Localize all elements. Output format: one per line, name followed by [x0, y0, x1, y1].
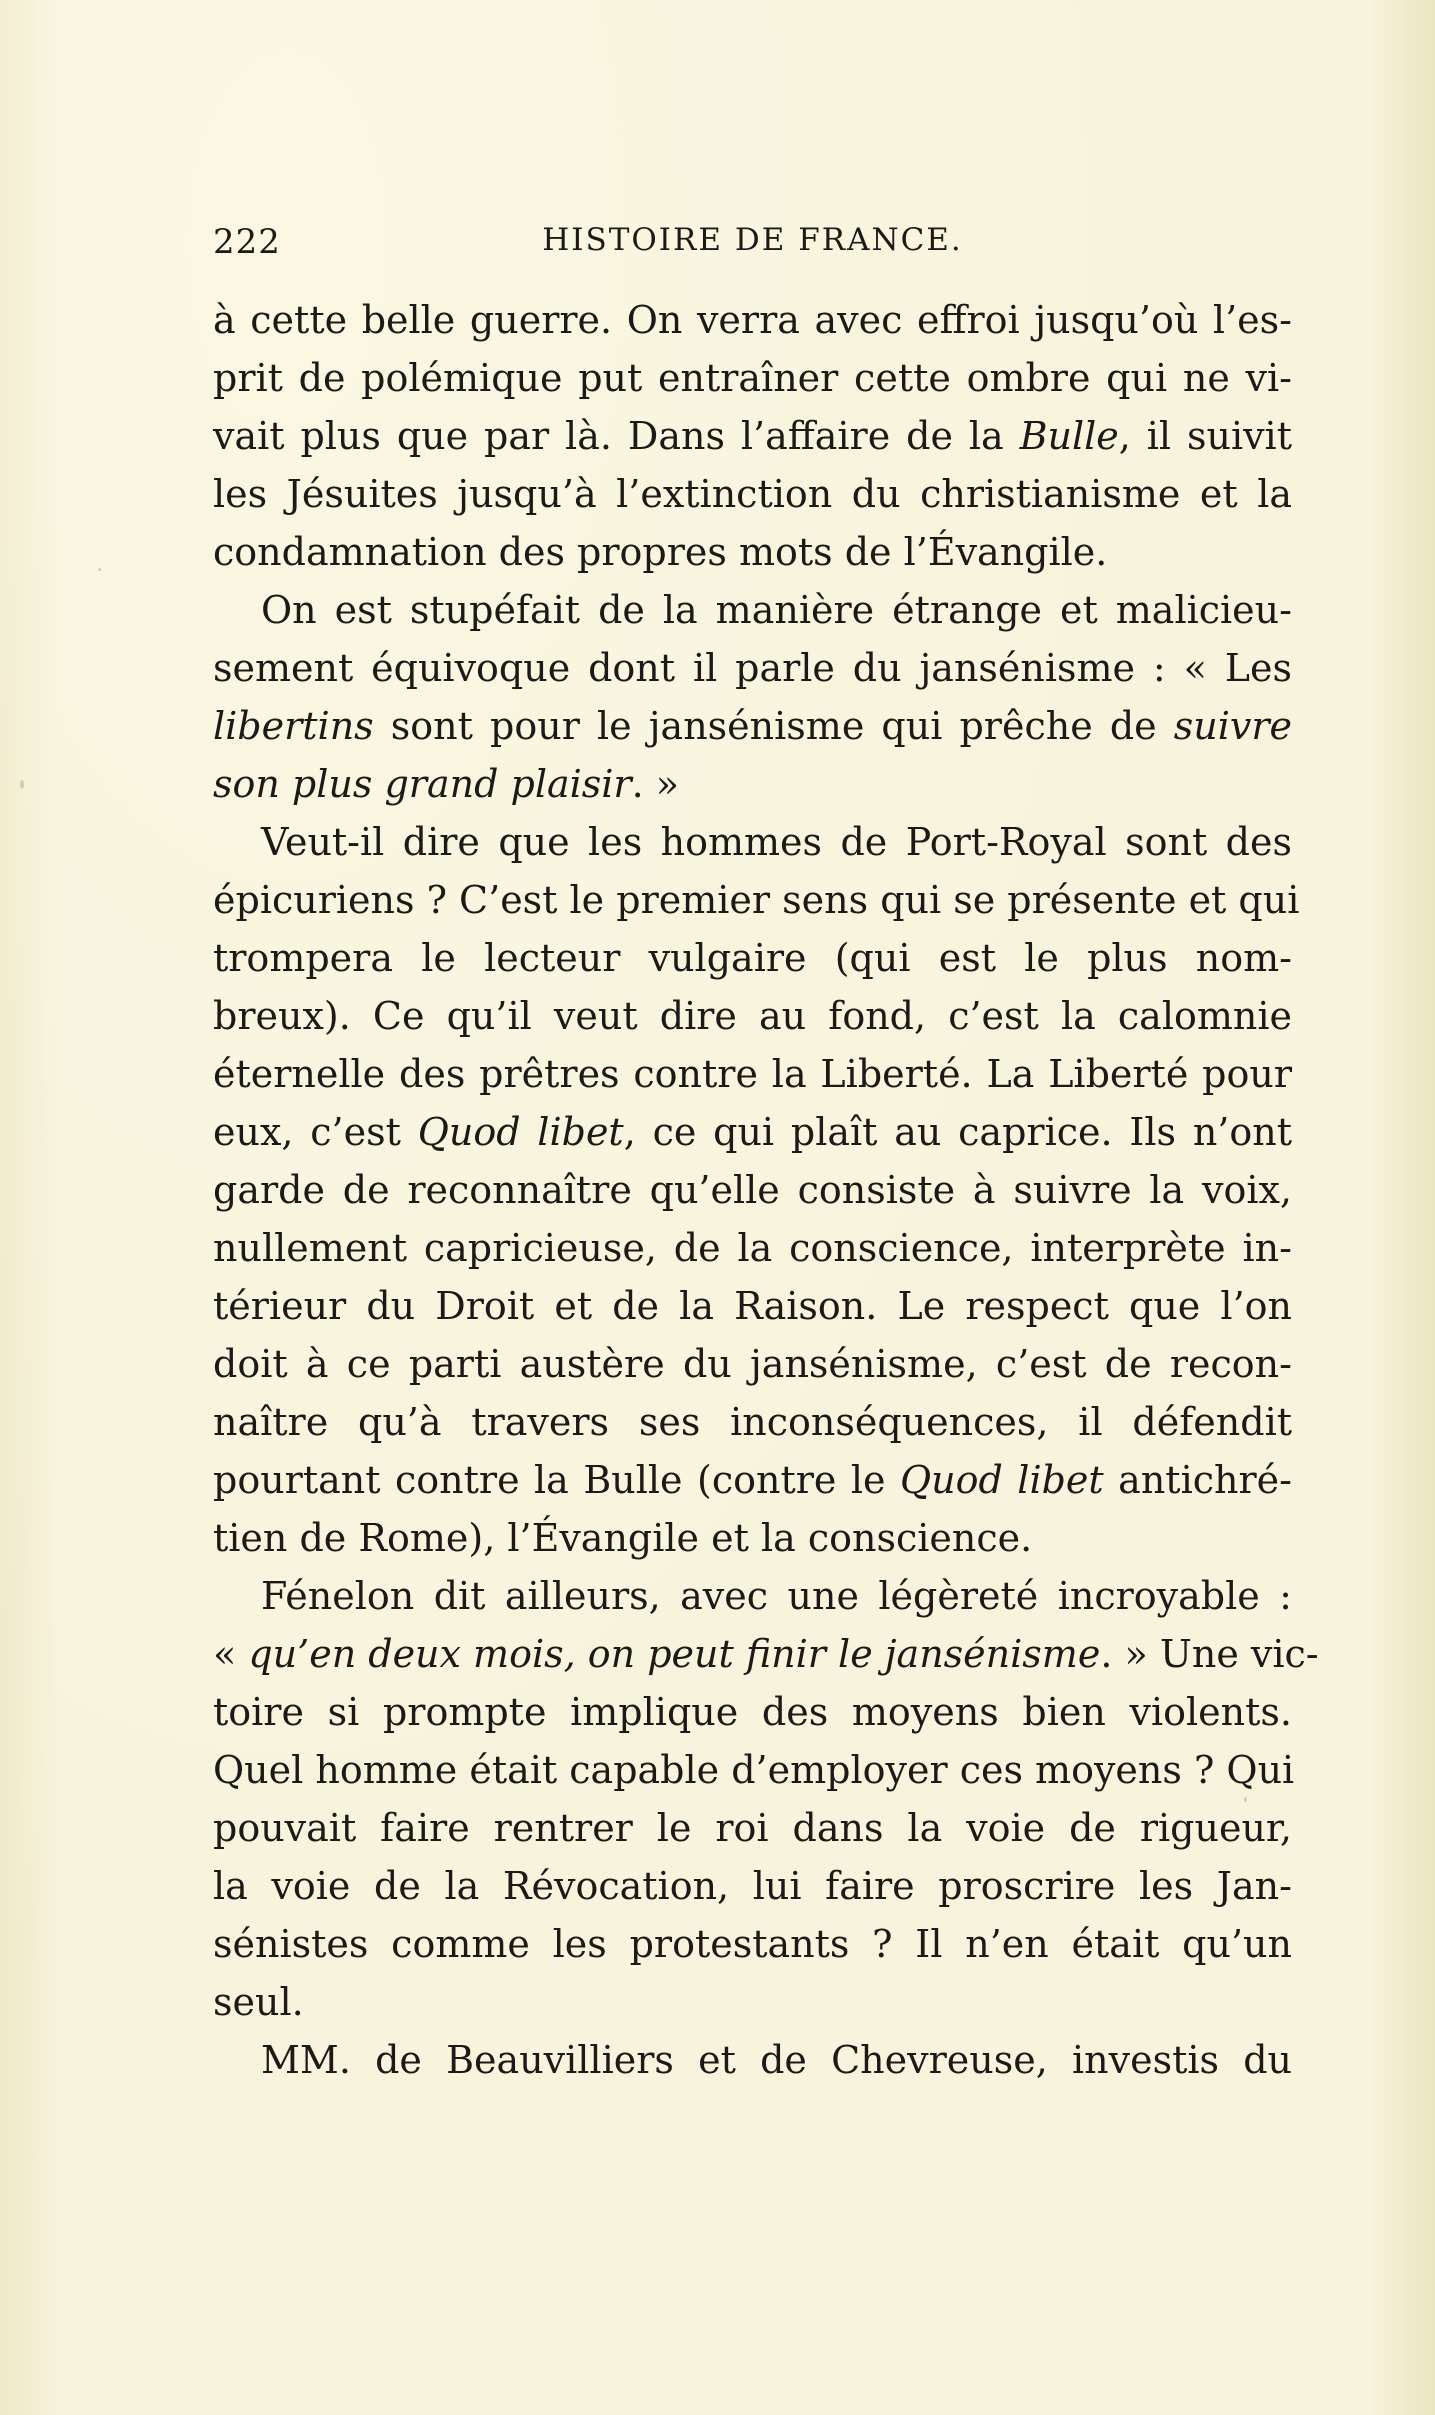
text-line: doit à ce parti austère du jansénisme, c’est de recon- — [213, 1342, 1292, 1386]
text-line: nullement capricieuse, de la conscience, interprète in- — [213, 1226, 1292, 1270]
body-text — [213, 291, 1319, 2089]
text-line: libertins sont pour le jansénisme qui prêche de suivre — [213, 704, 1292, 748]
paragraph-end-line: tien de Rome), l’Évangile et la conscience. — [213, 1516, 1033, 1560]
paper-speck — [1244, 1797, 1247, 1802]
text-line: toire si prompte implique des moyens bien violents. — [213, 1690, 1292, 1734]
italic-term: Quod libet — [417, 1110, 624, 1154]
text-line: Quel homme était capable d’employer ces moyens ? Qui — [213, 1748, 1295, 1792]
running-title: HISTOIRE DE FRANCE. — [542, 222, 963, 258]
paragraph-end-line: son plus grand plaisir. » — [213, 762, 680, 806]
italic-quote: qu’en deux mois, on peut finir le jansénisme — [248, 1632, 1101, 1676]
paragraph-start-line: MM. de Beauvilliers et de Chevreuse, investis du — [261, 2038, 1292, 2082]
page-number: 222 — [213, 222, 281, 262]
italic-term: libertins — [213, 704, 374, 748]
text-line: prit de polémique put entraîner cette ombre qui ne vi- — [213, 356, 1292, 400]
text-line: « qu’en deux mois, on peut finir le jansénisme. » Une vic- — [213, 1632, 1319, 1676]
text-line: épicuriens ? C’est le premier sens qui se présente et qui — [213, 878, 1300, 922]
italic-term: suivre — [1173, 704, 1292, 748]
text-line: trompera le lecteur vulgaire (qui est le plus nom- — [213, 936, 1292, 980]
text-line: les Jésuites jusqu’à l’extinction du christianisme et la — [213, 472, 1292, 516]
paper-speck — [20, 780, 24, 789]
paragraph-end-line: seul. — [213, 1980, 304, 2024]
text-line: eux, c’est Quod libet, ce qui plaît au caprice. Ils n’ont — [213, 1110, 1292, 1154]
text-line: éternelle des prêtres contre la Liberté. La Liberté pour — [213, 1052, 1292, 1096]
text-line: térieur du Droit et de la Raison. Le respect que l’on — [213, 1284, 1292, 1328]
text-line: garde de reconnaître qu’elle consiste à suivre la voix, — [213, 1168, 1292, 1212]
paragraph-end-line: condamnation des propres mots de l’Évangile. — [213, 530, 1108, 574]
paper-speck — [98, 568, 101, 571]
paragraph-start-line: Fénelon dit ailleurs, avec une légèreté incroyable : — [261, 1574, 1292, 1618]
text-line: sénistes comme les protestants ? Il n’en était qu’un — [213, 1922, 1292, 1966]
text-line: breux). Ce qu’il veut dire au fond, c’est la calomnie — [213, 994, 1292, 1038]
paragraph-start-line: On est stupéfait de la manière étrange et malicieu- — [261, 588, 1292, 632]
running-head — [213, 222, 1292, 266]
text-line: vait plus que par là. Dans l’affaire de la Bulle, il suivit — [213, 414, 1292, 458]
italic-quote: son plus grand plaisir — [213, 762, 632, 806]
italic-term: Bulle — [1019, 414, 1119, 458]
text-line: pourtant contre la Bulle (contre le Quod libet antichré- — [213, 1458, 1292, 1502]
italic-term: Quod libet — [899, 1458, 1104, 1502]
text-line: pouvait faire rentrer le roi dans la voie de rigueur, — [213, 1806, 1292, 1850]
text-line: à cette belle guerre. On verra avec effroi jusqu’où l’es- — [213, 298, 1292, 342]
text-line: la voie de la Révocation, lui faire proscrire les Jan- — [213, 1864, 1292, 1908]
text-line: sement équivoque dont il parle du jansénisme : « Les — [213, 646, 1292, 690]
paragraph-start-line: Veut-il dire que les hommes de Port-Royal sont des — [261, 820, 1292, 864]
text-line: naître qu’à travers ses inconséquences, il défendit — [213, 1400, 1292, 1444]
